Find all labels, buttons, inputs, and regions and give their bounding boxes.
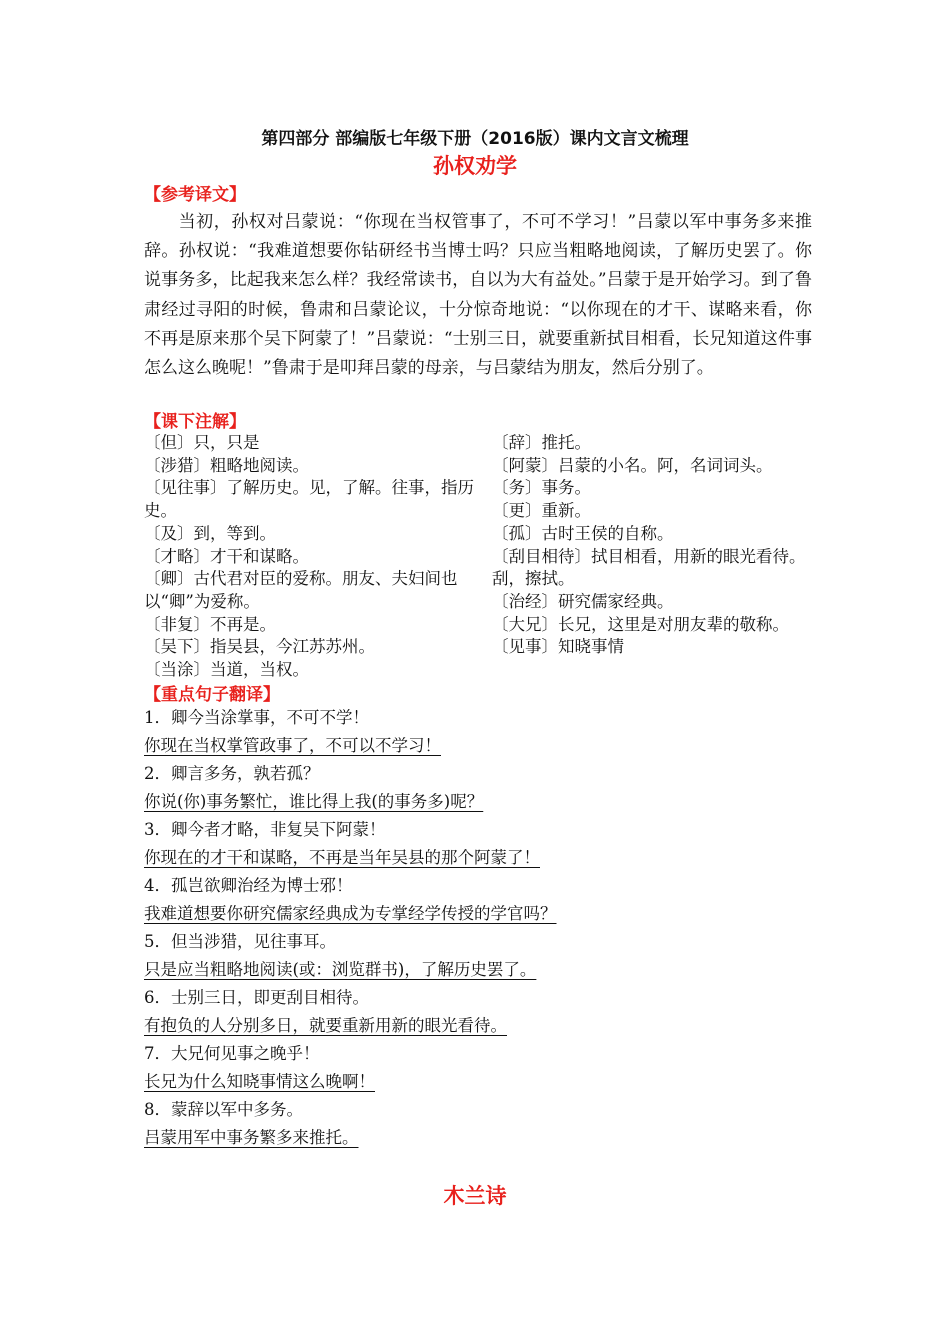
sentence-item [144, 706, 824, 762]
sentence-original: 4．孤岂欲卿治经为博士邪！ [144, 876, 353, 895]
sentence-item [144, 1042, 824, 1098]
notes-left-column [144, 432, 474, 682]
sentence-original: 3．卿今者才略，非复吴下阿蒙！ [144, 820, 386, 839]
sentence-original: 1．卿今当涂掌事，不可不学！ [144, 708, 369, 727]
sentence-item [144, 762, 824, 818]
note-item: 〔及〕到，等到。 [144, 523, 276, 543]
note-item: 〔当涂〕当道，当权。 [144, 660, 309, 680]
note-item: 〔才略〕才干和谋略。 [144, 546, 309, 566]
note-item: 〔涉猎〕粗略地阅读。 [144, 455, 309, 475]
note-item: 〔刮目相待〕拭目相看，用新的眼光看待。刮，擦拭。 [492, 546, 806, 589]
sentence-original: 6．士别三日，即更刮目相待。 [144, 988, 369, 1007]
translation-paragraph [144, 208, 812, 383]
sentence-translation: 你说(你)事务繁忙，谁比得上我(的事务多)呢？ [144, 792, 484, 811]
sentences-heading: 【重点句子翻译】 [144, 685, 280, 705]
sentence-item [144, 874, 824, 930]
translation-text: 当初，孙权对吕蒙说：“你现在当权管事了，不可不学习！”吕蒙以军中事务多来推辞。孙权说：“我难道想要你钻研经书当博士吗？只应当粗略地阅读，了解历史罢了。你说事务多，比起我来怎么样？我经常读书，自以为大有益处。”吕蒙于是开始学习。到了鲁肃经过寻阳的时候，鲁肃和吕蒙论议，十分惊奇地说：“以你现在的才干、谋略来看，你不再是原来那个吴下阿蒙了！”吕蒙说：“士别三日，就要重新拭目相看，长兄知道这件事怎么这么晚呢！”鲁肃于是叩拜吕蒙的母亲，与吕蒙结为朋友，然后分别了。 [144, 212, 812, 379]
note-item: 〔吴下〕指吴县，今江苏苏州。 [144, 637, 375, 657]
note-item: 〔务〕事务。 [492, 478, 591, 498]
sentence-translation: 有抱负的人分别多日，就要重新用新的眼光看待。 [144, 1016, 507, 1035]
sentence-original: 2．卿言多务，孰若孤？ [144, 764, 320, 783]
sentence-translation: 只是应当粗略地阅读(或：浏览群书)，了解历史罢了。 [144, 960, 537, 979]
note-item: 〔阿蒙〕吕蒙的小名。阿，名词词头。 [492, 455, 773, 475]
sentence-original: 5．但当涉猎，见往事耳。 [144, 932, 336, 951]
notes-right-column [492, 432, 817, 659]
sentence-translation: 长兄为什么知晓事情这么晚啊！ [144, 1072, 375, 1091]
sentence-list [144, 706, 824, 1154]
note-item: 〔见往事〕了解历史。见，了解。往事，指历史。 [144, 478, 474, 521]
note-item: 〔孤〕古时王侯的自称。 [492, 523, 674, 543]
document-title: 第四部分 部编版七年级下册（2016版）课内文言文梳理 [261, 129, 689, 149]
note-item: 〔见事〕知晓事情 [492, 637, 624, 657]
sentence-original: 8．蒙辞以军中多务。 [144, 1100, 303, 1119]
sentence-translation: 吕蒙用军中事务繁多来推托。 [144, 1128, 359, 1147]
sentence-item [144, 986, 824, 1042]
note-item: 〔治经〕研究儒家经典。 [492, 591, 674, 611]
lesson-title-sunquan: 孙权劝学 [433, 154, 517, 178]
note-item: 〔更〕重新。 [492, 501, 591, 521]
note-item: 〔辞〕推托。 [492, 433, 591, 452]
lesson-title-mulan: 木兰诗 [443, 1184, 507, 1208]
translation-heading: 【参考译文】 [144, 185, 246, 205]
note-item: 〔卿〕古代君对臣的爱称。朋友、夫妇间也以“卿”为爱称。 [144, 569, 458, 611]
note-item: 〔非复〕不再是。 [144, 614, 276, 634]
sentence-item [144, 1098, 824, 1154]
sentence-original: 7．大兄何见事之晚乎！ [144, 1044, 320, 1063]
sentence-item [144, 818, 824, 874]
sentence-translation: 你现在的才干和谋略，不再是当年吴县的那个阿蒙了！ [144, 848, 540, 867]
sentence-translation: 你现在当权掌管政事了，不可以不学习！ [144, 736, 441, 755]
notes-heading: 【课下注解】 [144, 412, 246, 432]
sentence-translation: 我难道想要你研究儒家经典成为专掌经学传授的学官吗？ [144, 904, 557, 923]
note-item: 〔但〕只，只是 [144, 433, 260, 452]
sentence-item [144, 930, 824, 986]
note-item: 〔大兄〕长兄，这里是对朋友辈的敬称。 [492, 614, 789, 634]
